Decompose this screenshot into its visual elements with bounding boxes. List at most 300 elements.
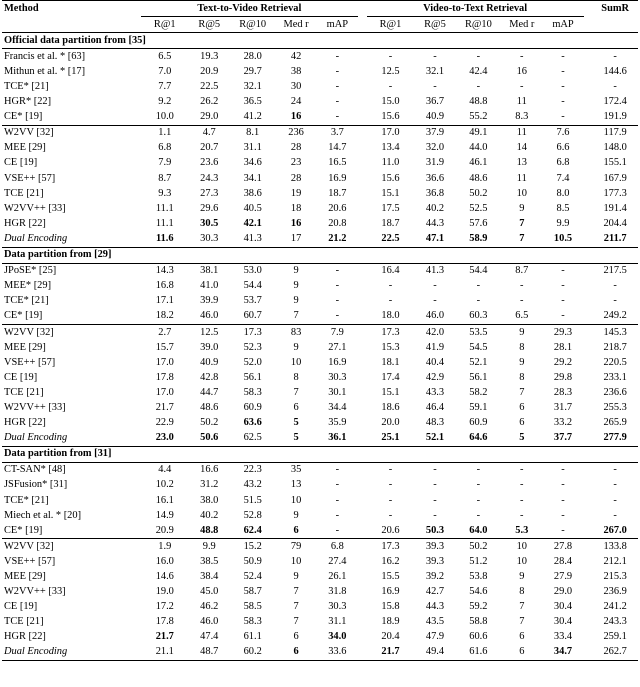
value-cell: 40.5 <box>243 202 262 214</box>
value-cell: 60.6 <box>469 631 488 643</box>
value-cell: 52.5 <box>469 202 488 214</box>
value-cell: 8.0 <box>556 187 570 199</box>
value-cell: 204.4 <box>603 217 627 229</box>
method-cell: HGR [22] <box>4 417 46 429</box>
value-cell: 1.9 <box>158 540 172 552</box>
value-cell: 21.7 <box>155 631 174 643</box>
section-header <box>2 446 638 462</box>
value-cell: 20.7 <box>200 142 219 154</box>
section-title: Data partition from [31] <box>2 446 638 462</box>
value-cell: - <box>561 265 565 277</box>
value-cell: 10 <box>290 555 302 567</box>
value-cell: 22.5 <box>200 81 219 93</box>
value-cell: 7 <box>519 616 525 628</box>
method-cell: Mithun et al. * [17] <box>4 65 86 77</box>
method-cell: W2VV [32] <box>4 127 54 139</box>
value-cell: - <box>388 479 393 491</box>
value-cell: 18.7 <box>381 217 400 229</box>
col-header: R@1 <box>367 17 415 33</box>
value-cell: 3.7 <box>330 127 344 139</box>
table-row <box>2 231 638 247</box>
value-cell: 61.6 <box>456 645 502 661</box>
value-cell: 39.9 <box>200 295 219 307</box>
section-title: Data partition from [29] <box>2 247 638 263</box>
value-cell: 8 <box>519 586 525 598</box>
value-cell: - <box>433 295 437 307</box>
value-cell: 17.3 <box>381 326 400 338</box>
value-cell: 14.6 <box>155 571 174 583</box>
method-cell: CE [19] <box>4 157 38 169</box>
value-cell: 53.5 <box>469 326 488 338</box>
value-cell: 19.3 <box>200 50 219 62</box>
value-cell: 17.0 <box>155 386 174 398</box>
value-cell: - <box>335 81 340 93</box>
value-cell: 11.0 <box>381 157 400 169</box>
section-header <box>2 247 638 263</box>
table-row <box>2 554 638 569</box>
value-cell: - <box>335 295 340 307</box>
value-cell: 267.0 <box>592 523 638 539</box>
value-cell: 9 <box>519 571 525 583</box>
value-cell: 46.0 <box>189 309 230 325</box>
value-cell: 47.4 <box>200 631 219 643</box>
value-cell: 14.3 <box>155 265 174 277</box>
value-cell: - <box>561 295 565 307</box>
value-cell: 217.5 <box>603 265 627 277</box>
value-cell: 28 <box>290 172 302 184</box>
value-cell: 13 <box>290 479 302 491</box>
value-cell: 211.7 <box>592 231 638 247</box>
value-cell: 7 <box>293 386 299 398</box>
value-cell: - <box>561 81 565 93</box>
value-cell: 7.6 <box>556 127 570 139</box>
value-cell: - <box>335 96 340 108</box>
value-cell: 19.0 <box>155 586 174 598</box>
value-cell: 236.6 <box>603 386 627 398</box>
section-title: Official data partition from [35] <box>2 33 638 49</box>
value-cell: 8.7 <box>158 172 172 184</box>
value-cell: - <box>335 265 340 277</box>
value-cell: 21.7 <box>367 645 415 661</box>
value-cell: 8 <box>293 371 299 383</box>
value-cell: 48.8 <box>469 96 488 108</box>
value-cell: 53.0 <box>243 265 262 277</box>
value-cell: - <box>335 509 340 521</box>
value-cell: 11 <box>516 96 527 108</box>
value-cell: 8 <box>519 371 525 383</box>
table-row <box>2 79 638 94</box>
value-cell: 39.3 <box>425 555 445 567</box>
value-cell: - <box>335 280 340 292</box>
value-cell: 29.7 <box>243 65 262 77</box>
col-header: mAP <box>542 17 583 33</box>
value-cell: - <box>433 81 437 93</box>
value-cell: 30.5 <box>200 217 219 229</box>
value-cell: 52.1 <box>469 356 488 368</box>
section-header <box>2 33 638 49</box>
value-cell: 34.0 <box>328 631 347 643</box>
value-cell: 16.9 <box>328 356 347 368</box>
value-cell: 40.9 <box>414 110 455 126</box>
value-cell: 259.1 <box>603 631 627 643</box>
table-row <box>2 216 638 231</box>
value-cell: 167.9 <box>603 172 627 184</box>
value-cell: 17.0 <box>381 127 400 139</box>
col-header: R@5 <box>189 17 230 33</box>
value-cell: 28 <box>290 142 302 154</box>
value-cell: 38.0 <box>200 494 219 506</box>
value-cell: 10 <box>290 494 302 506</box>
method-cell: Francis et al. * [63] <box>4 50 86 62</box>
value-cell: 5.3 <box>501 523 542 539</box>
value-cell: 236.9 <box>603 586 627 598</box>
value-cell: 6 <box>519 631 525 643</box>
method-cell: W2VV++ [33] <box>4 202 66 214</box>
method-cell: W2VV [32] <box>4 540 54 552</box>
value-cell: 18.1 <box>381 356 400 368</box>
value-cell: 15.6 <box>367 110 415 126</box>
value-cell: - <box>542 110 583 126</box>
value-cell: 18 <box>290 202 302 214</box>
method-cell: HGR* [22] <box>4 96 52 108</box>
value-cell: 29.8 <box>553 371 573 383</box>
value-cell: 48.3 <box>425 417 445 429</box>
value-cell: 36.5 <box>243 96 262 108</box>
value-cell: - <box>476 494 481 506</box>
value-cell: 30.1 <box>328 386 347 398</box>
value-cell: - <box>520 295 524 307</box>
value-cell: 36.1 <box>317 431 358 447</box>
value-cell: 43.5 <box>425 616 445 628</box>
value-cell: 4.7 <box>202 127 216 139</box>
value-cell: - <box>561 494 565 506</box>
value-cell: 28.1 <box>553 341 573 353</box>
value-cell: - <box>476 50 481 62</box>
value-cell: 30.4 <box>553 616 573 628</box>
sumr-header: SumR <box>592 1 638 17</box>
value-cell: 29.6 <box>200 202 219 214</box>
value-cell: 20.9 <box>200 65 219 77</box>
value-cell: 10.5 <box>542 231 583 247</box>
value-cell: 7 <box>519 217 525 229</box>
value-cell: 16.5 <box>328 157 347 169</box>
value-cell: 35.9 <box>328 417 347 429</box>
value-cell: 40.2 <box>200 509 219 521</box>
value-cell: 191.9 <box>592 110 638 126</box>
table-body <box>2 33 638 661</box>
value-cell: 24.3 <box>200 172 219 184</box>
method-cell: CE [19] <box>4 371 38 383</box>
value-cell: 58.2 <box>469 386 488 398</box>
value-cell: 27.4 <box>328 555 347 567</box>
value-cell: 43.2 <box>243 479 262 491</box>
value-cell: 35 <box>290 464 302 476</box>
table-row <box>2 171 638 186</box>
table-row <box>2 416 638 431</box>
table-row <box>2 462 638 478</box>
value-cell: 27.1 <box>328 341 347 353</box>
value-cell: 48.6 <box>469 172 488 184</box>
table-row <box>2 615 638 630</box>
value-cell: 20.8 <box>328 217 347 229</box>
value-cell: 60.7 <box>230 309 276 325</box>
table-row <box>2 64 638 79</box>
value-cell: 16.4 <box>381 265 400 277</box>
value-cell: 30.3 <box>189 231 230 247</box>
value-cell: 33.6 <box>317 645 358 661</box>
value-cell: 9.3 <box>158 187 172 199</box>
value-cell: 37.9 <box>425 127 445 139</box>
value-cell: 15.3 <box>381 341 400 353</box>
method-cell: W2VV++ [33] <box>4 586 66 598</box>
value-cell: 17.8 <box>155 371 174 383</box>
table-row <box>2 400 638 415</box>
method-cell: MEE [29] <box>4 341 46 353</box>
value-cell: 29.3 <box>553 326 573 338</box>
value-cell: - <box>335 494 340 506</box>
col-header: Med r <box>275 17 316 33</box>
value-cell: 9 <box>293 295 299 307</box>
value-cell: 34.1 <box>243 172 262 184</box>
value-cell: 48.8 <box>189 523 230 539</box>
value-cell: 17.2 <box>155 601 174 613</box>
method-header: Method <box>2 1 141 17</box>
value-cell: 31.1 <box>243 142 262 154</box>
value-cell: 23.6 <box>200 157 219 169</box>
value-cell: - <box>433 50 437 62</box>
value-cell: 16.9 <box>328 172 347 184</box>
value-cell: 38.5 <box>200 555 219 567</box>
value-cell: 39.3 <box>425 540 445 552</box>
table-row <box>2 370 638 385</box>
value-cell: 37.7 <box>542 431 583 447</box>
value-cell: 11.1 <box>155 202 174 214</box>
value-cell: 22.5 <box>367 231 415 247</box>
table-row <box>2 355 638 370</box>
value-cell: 6.6 <box>556 142 570 154</box>
table-row <box>2 95 638 110</box>
value-cell: 20.0 <box>381 417 400 429</box>
value-cell: 19 <box>290 187 302 199</box>
value-cell: 243.3 <box>603 616 627 628</box>
value-cell: 7 <box>293 616 299 628</box>
value-cell: 7.7 <box>158 81 172 93</box>
value-cell: 53.8 <box>469 571 488 583</box>
value-cell: 6 <box>293 631 299 643</box>
value-cell: 58.3 <box>243 386 262 398</box>
value-cell: 31.9 <box>425 157 445 169</box>
value-cell: 52.3 <box>243 341 262 353</box>
value-cell: - <box>433 509 437 521</box>
value-cell: 15.2 <box>243 540 262 552</box>
value-cell: 9 <box>293 265 299 277</box>
value-cell: 38.1 <box>200 265 219 277</box>
value-cell: 249.2 <box>592 309 638 325</box>
value-cell: 17 <box>275 231 316 247</box>
value-cell: 60.2 <box>230 645 276 661</box>
value-cell: 56.1 <box>469 371 488 383</box>
value-cell: 21.1 <box>141 645 189 661</box>
table-row <box>2 600 638 615</box>
value-cell: 58.8 <box>469 616 488 628</box>
col-header: mAP <box>317 17 358 33</box>
value-cell: 5 <box>501 431 542 447</box>
table-row <box>2 340 638 355</box>
value-cell: - <box>335 65 340 77</box>
value-cell: 2.7 <box>158 326 172 338</box>
value-cell: 16.1 <box>155 494 174 506</box>
value-cell: 22.9 <box>155 417 174 429</box>
value-cell: 17.3 <box>243 326 262 338</box>
value-cell: 44.7 <box>200 386 219 398</box>
value-cell: 16 <box>290 217 302 229</box>
value-cell: 31.8 <box>328 586 347 598</box>
value-cell: - <box>613 50 617 62</box>
value-cell: 218.7 <box>603 341 627 353</box>
value-cell: 6 <box>275 645 316 661</box>
value-cell: 41.3 <box>230 231 276 247</box>
method-cell: CE [19] <box>4 601 38 613</box>
table-row <box>2 279 638 294</box>
value-cell: 59.2 <box>469 601 488 613</box>
value-cell: 241.2 <box>603 601 627 613</box>
value-cell: - <box>335 479 340 491</box>
method-cell: CT-SAN* [48] <box>4 464 66 476</box>
value-cell: 7 <box>519 601 525 613</box>
value-cell: - <box>561 96 565 108</box>
value-cell: - <box>433 464 437 476</box>
value-cell: - <box>520 509 524 521</box>
value-cell: 15.1 <box>381 187 400 199</box>
value-cell: 10 <box>516 187 527 199</box>
value-cell: 9.9 <box>202 540 216 552</box>
value-cell: 59.1 <box>469 401 488 413</box>
value-cell: 33.2 <box>553 417 573 429</box>
value-cell: 32.1 <box>243 81 262 93</box>
value-cell: - <box>476 295 481 307</box>
value-cell: 6.8 <box>556 157 570 169</box>
value-cell: 6 <box>275 523 316 539</box>
method-cell: Dual Encoding <box>2 431 141 447</box>
value-cell: 20.4 <box>381 631 400 643</box>
value-cell: 11 <box>516 172 527 184</box>
value-cell: 6 <box>519 417 525 429</box>
value-cell: 48.6 <box>200 401 219 413</box>
value-cell: - <box>613 479 617 491</box>
value-cell: - <box>335 50 340 62</box>
value-cell: 17.1 <box>155 295 174 307</box>
table-row <box>2 569 638 584</box>
t2v-header: Text-to-Video Retrieval <box>141 1 358 17</box>
value-cell: 50.2 <box>200 417 219 429</box>
method-cell: TCE [21] <box>4 616 44 628</box>
value-cell: - <box>613 464 617 476</box>
value-cell: - <box>520 494 524 506</box>
value-cell: - <box>388 494 393 506</box>
value-cell: - <box>542 523 583 539</box>
value-cell: 1.1 <box>158 127 172 139</box>
value-cell: 30.3 <box>328 371 347 383</box>
value-cell: 212.1 <box>603 555 627 567</box>
value-cell: 28.4 <box>553 555 573 567</box>
value-cell: 50.9 <box>243 555 262 567</box>
value-cell: 14.9 <box>155 509 174 521</box>
value-cell: - <box>388 50 393 62</box>
method-cell: HGR [22] <box>4 631 46 643</box>
table-row <box>2 263 638 279</box>
value-cell: 41.0 <box>200 280 219 292</box>
value-cell: 236 <box>288 127 304 139</box>
value-cell: - <box>476 81 481 93</box>
method-cell: VSE++ [57] <box>4 356 56 368</box>
value-cell: 16 <box>516 65 527 77</box>
value-cell: 58.5 <box>243 601 262 613</box>
value-cell: 34.4 <box>328 401 347 413</box>
value-cell: 7 <box>519 386 525 398</box>
value-cell: 215.3 <box>603 571 627 583</box>
method-cell: JSFusion* [31] <box>4 479 68 491</box>
value-cell: - <box>433 280 437 292</box>
value-cell: - <box>520 464 524 476</box>
value-cell: 12.5 <box>200 326 219 338</box>
table-row <box>2 49 638 65</box>
value-cell: 20.9 <box>141 523 189 539</box>
value-cell: 39.0 <box>200 341 219 353</box>
value-cell: - <box>476 509 481 521</box>
method-cell: Dual Encoding <box>2 645 141 661</box>
value-cell: 40.9 <box>200 356 219 368</box>
value-cell: 6.5 <box>501 309 542 325</box>
value-cell: 36.8 <box>425 187 445 199</box>
value-cell: 6.8 <box>330 540 344 552</box>
value-cell: - <box>317 110 358 126</box>
value-cell: 7 <box>275 309 316 325</box>
value-cell: 133.8 <box>603 540 627 552</box>
value-cell: 60.9 <box>469 417 488 429</box>
value-cell: 43.3 <box>425 386 445 398</box>
value-cell: 10.0 <box>141 110 189 126</box>
value-cell: 9 <box>293 341 299 353</box>
value-cell: - <box>561 479 565 491</box>
value-cell: 10 <box>516 555 527 567</box>
value-cell: 47.1 <box>414 231 455 247</box>
value-cell: 41.2 <box>230 110 276 126</box>
value-cell: 60.3 <box>456 309 502 325</box>
value-cell: 25.1 <box>367 431 415 447</box>
value-cell: 6 <box>519 401 525 413</box>
value-cell: 18.0 <box>367 309 415 325</box>
value-cell: 9 <box>293 571 299 583</box>
method-cell: TCE* [21] <box>4 295 49 307</box>
value-cell: 8.3 <box>501 110 542 126</box>
value-cell: 54.4 <box>469 265 488 277</box>
value-cell: 60.9 <box>243 401 262 413</box>
v2t-header: Video-to-Text Retrieval <box>367 1 584 17</box>
value-cell: 41.3 <box>425 265 445 277</box>
value-cell: 39.2 <box>425 571 445 583</box>
value-cell: 64.6 <box>456 431 502 447</box>
table-row <box>2 110 638 126</box>
value-cell: 54.4 <box>243 280 262 292</box>
table-row <box>2 645 638 661</box>
value-cell: 8.7 <box>515 265 529 277</box>
method-cell: VSE++ [57] <box>4 555 56 567</box>
value-cell: 46.4 <box>425 401 445 413</box>
method-cell: HGR [22] <box>4 217 46 229</box>
table-row <box>2 141 638 156</box>
value-cell: 16.8 <box>155 280 174 292</box>
value-cell: 23.0 <box>141 431 189 447</box>
